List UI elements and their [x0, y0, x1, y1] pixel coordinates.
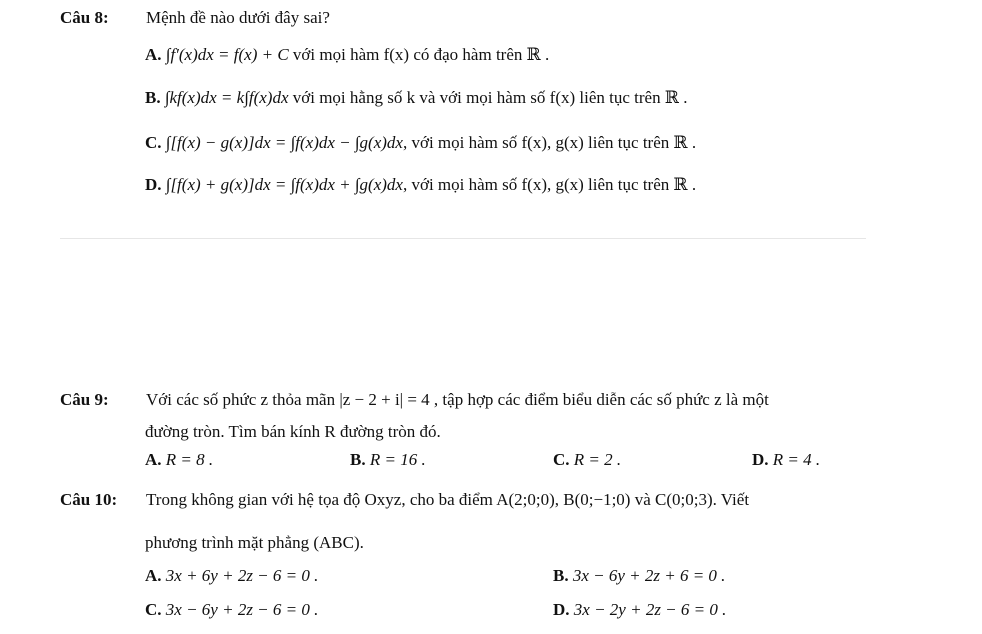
q9-option-c-letter: C.	[553, 450, 570, 469]
q8-option-d-text: , với mọi hàm số f(x), g(x) liên tục trên ℝ .	[402, 175, 697, 194]
question-9-label: Câu 9:	[60, 390, 109, 409]
q9-option-a-letter: A.	[145, 450, 162, 469]
q8-option-c[interactable]	[145, 133, 696, 153]
q8-option-b-math: ∫kf(x)dx = k∫f(x)dx	[164, 88, 289, 107]
q9-option-a-text: R = 8 .	[165, 450, 214, 469]
question-8-stem	[60, 8, 330, 28]
q10-option-d-letter: D.	[553, 600, 570, 619]
question-8-label: Câu 8:	[60, 8, 109, 27]
q8-option-d[interactable]	[145, 175, 696, 195]
q10-option-a-text: 3x + 6y + 2z − 6 = 0 .	[165, 566, 319, 585]
q8-option-c-text: , với mọi hàm số f(x), g(x) liên tục trên ℝ .	[402, 133, 697, 152]
q8-option-d-math: ∫[f(x) + g(x)]dx = ∫f(x)dx + ∫g(x)dx	[165, 175, 403, 194]
q8-option-a-letter: A.	[145, 45, 162, 64]
question-9-stem-line2	[145, 422, 441, 442]
q8-option-c-letter: C.	[145, 133, 162, 152]
q10-option-c-letter: C.	[145, 600, 162, 619]
question-9-stem-line1	[60, 390, 769, 410]
q10-option-b[interactable]	[553, 566, 725, 586]
q9-option-b-text: R = 16 .	[369, 450, 426, 469]
q9-option-b[interactable]	[350, 450, 426, 470]
q9-option-d[interactable]	[752, 450, 820, 470]
q8-option-d-letter: D.	[145, 175, 162, 194]
q9-option-d-letter: D.	[752, 450, 769, 469]
q8-option-c-math: ∫[f(x) − g(x)]dx = ∫f(x)dx − ∫g(x)dx	[165, 133, 403, 152]
q8-option-a-math: ∫f′(x)dx = f(x) + C	[165, 45, 289, 64]
q10-option-c[interactable]	[145, 600, 318, 620]
q8-option-a-text: với mọi hàm f(x) có đạo hàm trên ℝ .	[292, 45, 550, 64]
q9-option-a[interactable]	[145, 450, 213, 470]
q10-option-a[interactable]	[145, 566, 318, 586]
q8-option-b[interactable]	[145, 88, 687, 108]
question-10-stem-line2	[145, 533, 364, 553]
question-9-text-line2: đường tròn. Tìm bán kính R đường tròn đó.	[145, 422, 441, 441]
q10-option-d-text: 3x − 2y + 2z − 6 = 0 .	[573, 600, 727, 619]
question-10-stem-line1	[60, 490, 749, 510]
q10-option-b-text: 3x − 6y + 2z + 6 = 0 .	[572, 566, 726, 585]
q9-option-c-text: R = 2 .	[573, 450, 622, 469]
q9-option-d-text: R = 4 .	[772, 450, 821, 469]
q8-option-b-letter: B.	[145, 88, 161, 107]
q9-option-b-letter: B.	[350, 450, 366, 469]
q10-option-d[interactable]	[553, 600, 726, 620]
question-9-text-line1: Với các số phức z thỏa mãn |z − 2 + i| = 4 , tập hợp các điểm biểu diễn các số phức z là một	[146, 390, 769, 409]
question-10-label: Câu 10:	[60, 490, 118, 509]
question-divider	[60, 238, 866, 239]
q8-option-a[interactable]	[145, 45, 549, 65]
q9-option-c[interactable]	[553, 450, 621, 470]
question-10-text-line2: phương trình mặt phẳng (ABC).	[145, 533, 364, 552]
q10-option-b-letter: B.	[553, 566, 569, 585]
q10-option-a-letter: A.	[145, 566, 162, 585]
question-10-text-line1: Trong không gian với hệ tọa độ Oxyz, cho ba điểm A(2;0;0), B(0;−1;0) và C(0;0;3). Viết	[146, 490, 750, 509]
q8-option-b-text: với mọi hằng số k và với mọi hàm số f(x) liên tục trên ℝ .	[292, 88, 688, 107]
question-8-text: Mệnh đề nào dưới đây sai?	[146, 8, 330, 27]
q10-option-c-text: 3x − 6y + 2z − 6 = 0 .	[165, 600, 319, 619]
